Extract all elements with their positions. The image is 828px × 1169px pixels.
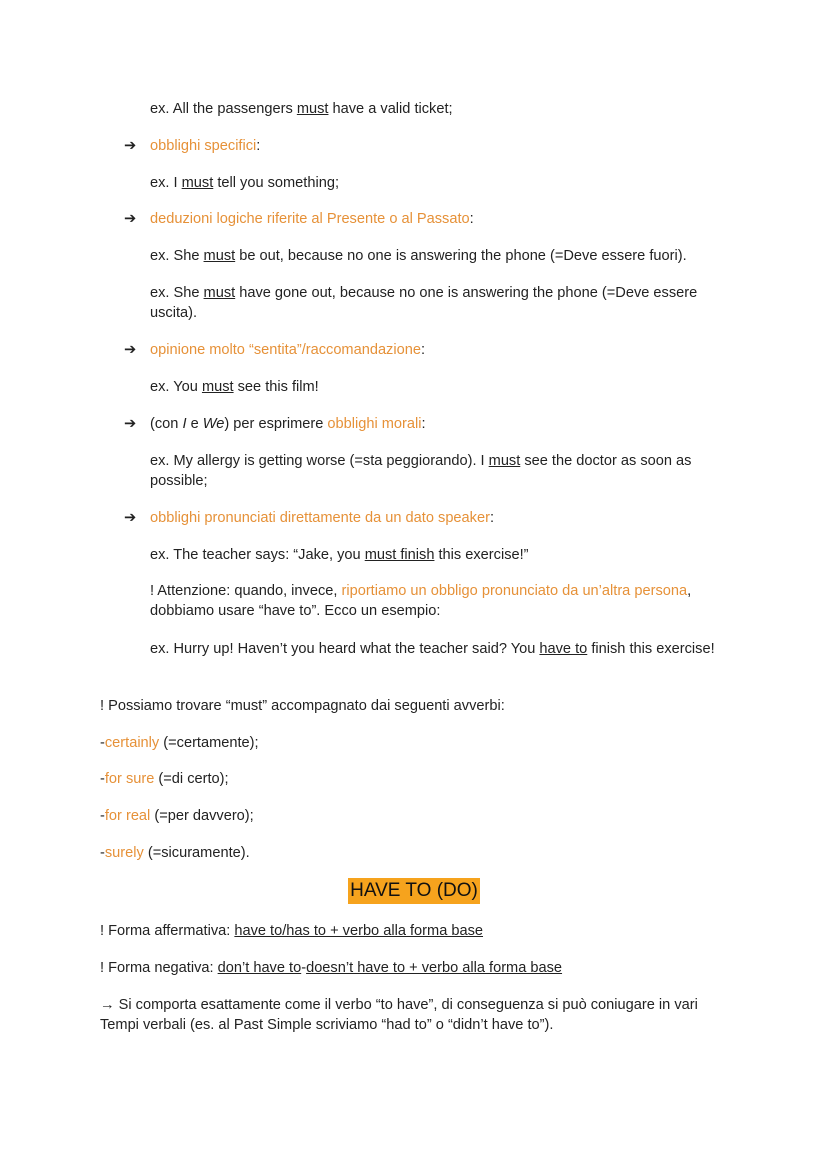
attention-note: ! Attenzione: quando, invece, riportiamo un obbligo pronunciato da un’altra persona, dobbiamo usare “have to”. Ecco un esempio: — [150, 583, 692, 619]
example-line: ex. You must see this film! — [150, 379, 319, 395]
bullet-item: ➔ obblighi pronunciati direttamente da un dato speaker: — [124, 510, 495, 526]
example-line: ex. She must be out, because no one is answering the phone (=Deve essere fuori). — [150, 248, 687, 264]
example-line: ex. I must tell you something; — [150, 175, 340, 191]
affirmative-form: ! Forma affermativa: have to/has to + verbo alla forma base — [100, 923, 484, 939]
negative-form: ! Forma negativa: don’t have to-doesn’t have to + verbo alla forma base — [100, 960, 563, 976]
adverb-item: -for real (=per davvero); — [100, 808, 254, 824]
adverb-item: -surely (=sicuramente). — [100, 845, 250, 861]
section-title: HAVE TO (DO) — [348, 878, 480, 904]
arrow-right-icon: ➔ — [124, 510, 137, 526]
adverb-item: -certainly (=certamente); — [100, 735, 259, 751]
conjugation-note: → Si comporta esattamente come il verbo “to have”, di conseguenza si può coniugare in vari Tempi verbali (es. al Past Simple scriviamo “had to” o “didn’t have to”). — [100, 997, 698, 1033]
example-line: ex. My allergy is getting worse (=sta peggiorando). I must see the doctor as soon as possible; — [150, 453, 692, 489]
arrow-right-icon: ➔ — [124, 416, 137, 432]
arrow-right-icon: ➔ — [124, 342, 137, 358]
example-line: ex. The teacher says: “Jake, you must finish this exercise!” — [150, 547, 529, 563]
adverbs-intro: ! Possiamo trovare “must” accompagnato dai seguenti avverbi: — [100, 698, 505, 714]
example-line: ex. Hurry up! Haven’t you heard what the teacher said? You have to finish this exercise! — [150, 641, 715, 657]
arrow-right-icon: ➔ — [124, 138, 137, 154]
section-heading — [0, 878, 828, 904]
adverb-item: -for sure (=di certo); — [100, 771, 229, 787]
bullet-item: ➔ (con I e We) per esprimere obblighi morali: — [124, 416, 426, 432]
example-line: ex. All the passengers must have a valid ticket; — [150, 101, 453, 117]
bullet-item: ➔ deduzioni logiche riferite al Presente o al Passato: — [124, 211, 474, 227]
bullet-item: ➔ opinione molto “sentita”/raccomandazione: — [124, 342, 426, 358]
bullet-item: ➔ obblighi specifici: — [124, 138, 261, 154]
arrow-right-icon: ➔ — [124, 211, 137, 227]
example-line: ex. She must have gone out, because no one is answering the phone (=Deve essere uscita). — [150, 285, 698, 321]
